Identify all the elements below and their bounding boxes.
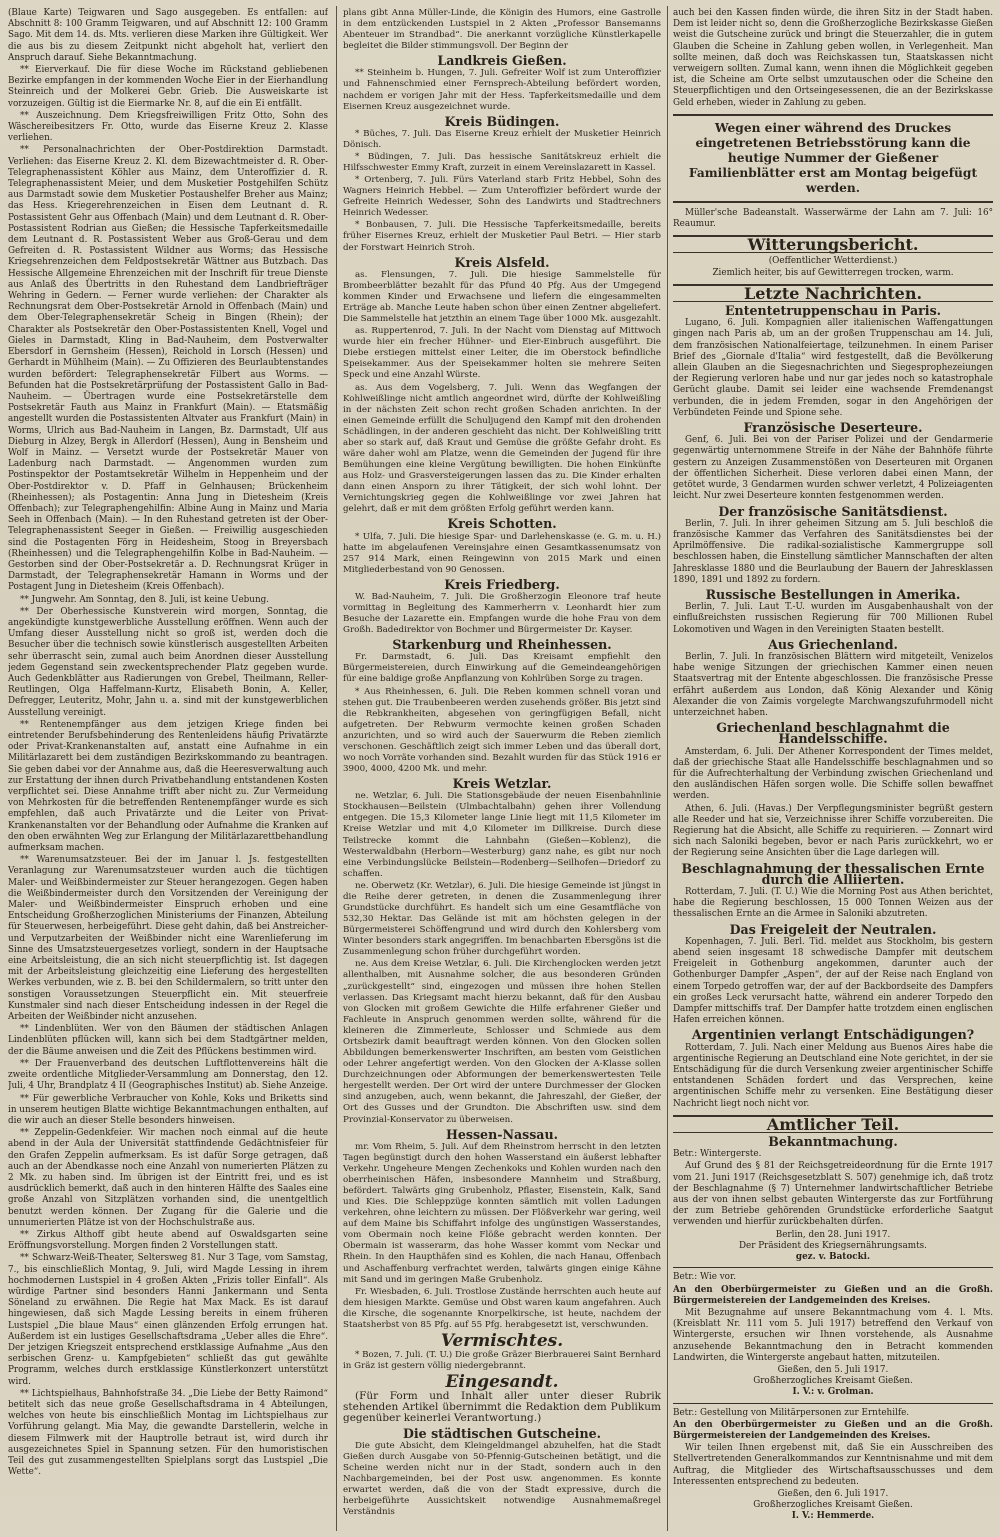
b1-signature: Der Präsident des Kriegsernährungsamts.	[739, 1240, 927, 1251]
article-lichtspielhaus: ** Lichtspielhaus, Bahnhofstraße 34. „Die Liebe der Betty Raimond“ betitelt sich das neue große Gesellschaftsdrama in 4 Abteilungen, welches von heute bis einschließlich Montag im Lichtspielhaus zur Vorführung gelangt. Mia May, die gewandte Darstellerin, welche in diesem Filmwerk mit der Hauptrolle betraut ist, wird durch ihr ausgezeichnetes Spiel in Spannung setzen. Für den humoristischen Teil des gut zusammengestellten Spielplans sorgt das Lustspiel „Die Wette“.	[8, 1388, 328, 1478]
article-ulfa: * Ulfa, 7. Juli. Die hiesige Spar- und Darlehenskasse (e. G. m. u. H.) hatte im abgelaufenen Vereinsjahre einen Gesamtkassenumsatz von 257 914 Mark, einen Reingewinn von 2015 Mark und einen Mitgliederbestand von 90 Genossen.	[343, 531, 661, 575]
b2-betreff: Betr.: Wie vor.	[673, 1272, 737, 1283]
divider	[673, 114, 993, 116]
article-heading: Russische Bestellungen in Amerika.	[705, 586, 961, 602]
article-warenumsatzsteuer: ** Warenumsatzsteuer. Bei der im Januar l. Js. festgestellten Veranlagung zur Warenumsatzsteuer wurden auch die tüchtigen Maler- und Weißbindermeister zur Steuer herangezogen. Gegen haben die Weißbindermeister durch den Vorsitzenden der Vereinigung der Maler- und Weißbindermeister Einspruch erhoben und eine Entscheidung Großherzoglichen Ministeriums der Finanzen, Abteilung für Steuerwesen, herbeigeführt. Diese geht dahin, daß bei Anstreicher- und Verputzarbeiten der Weißbinder nicht eine Warenlieferung im Sinne des Umsatzsteuergesetzes vorliegt, sondern in der Hauptsache eine Arbeitsleistung, die an sich nicht steuerpflichtig ist. Ist dagegen mit der Arbeitsleistung gleichzeitig eine Lieferung des hergestellten Werkes verbunden, wie z. B. bei den Schildermalern, so tritt unter den sonstigen Voraussetzungen Steuerpflicht ein. Mit steuerfreie Kunstmaler sind nach dieser Entscheidung indessen in der Regel die Arbeiten der Weißbinder nicht anzusehen.	[8, 855, 328, 1023]
article-wiesbaden: Fr. Wiesbaden, 6. Juli. Trostlose Zustände herrschten auch heute auf dem hiesigen Markte. Gemüse und Obst waren kaum angefahren. Auch die Kirsche, die sogenannte Knorpelkirsche, ist heute, nachdem der Staatsherbst von 85 Pfg. auf 55 Pfg. herabgesetzt ist, verschwunden.	[343, 1286, 661, 1330]
article-kirchenglocken: ne. Aus dem Kreise Wetzlar, 6. Juli. Die Kirchenglocken werden jetzt allenthalben, mit Ausnahme solcher, die aus besonderen Gründen „zurückgestellt“ sind, eingezogen und müssen ihre hohen Stellen verlassen. Das Kriegsamt macht hierzu bekannt, daß für den Ausbau von Glocken mit großem Gewichte die Hilfe erfahrener Gießer und Fachleute in Anspruch genommen werden sollte, während für die kleineren die Zimmerleute, Schlosser und Schmiede aus dem Ortsbezirk damit beauftragt werden können. Von den Glocken sollen Abbildungen bemerkenswerter Inschriften, am besten vom Geistlichen oder Lehrer angefertigt werden. Von den Glocken der A-Klasse sollen Durchzeichnungen oder Abformungen der bemerkenswertesten Teile hergestellt werden. Der Ort wird der untere Durchmesser der Glocken sind anzugeben, auch, wenn bekannt, die Jahreszahl, der Gießer, der Ort des Gusses und der Grundton. Die Abschriften usw. sind dem Provinzial-Konservator zu überweisen.	[343, 959, 661, 1125]
section-heading: Kreis Büdingen.	[444, 113, 560, 129]
wetter-text: Ziemlich heiter, bis auf Gewitterregen trocken, warm.	[712, 267, 954, 278]
section-heading-wetter: Witterungsbericht.	[673, 235, 993, 253]
b1-text: Auf Grund des § 81 der Reichsgetreideordnung für die Ernte 1917 vom 21. Juni 1917 (Reichsgesetzblatt S. 507) genehmige ich, daß trotz der Beschlagnahme (§ 7) Unternehmer landwirtschaftlicher Betriebe aus der von ihnen selbst gebauten Wintergerste das zur Fortführung der zum Betriebe gehörenden Grundstücke erforderliche Saatgut verwenden und hierfür zurückbehalten dürfen.	[673, 1161, 993, 1228]
column-rule	[336, 6, 337, 1531]
b2-ort: Gießen, den 5. Juli 1917.	[777, 1364, 889, 1375]
section-heading-amtlich: Amtlicher Teil.	[673, 1115, 993, 1133]
article-sanitaetsdienst: Berlin, 7. Juli. In ihrer geheimen Sitzung am 5. Juli beschloß die französische Kammer das Verfahren des Sanitätsdienstes bei der Aprilmöffensive. Die radikal-sozialistische Kammergruppe soll beschlossen haben, die Einstellung sämtlicher Mannschaften der alten Jahresklasse 1880 und die Beurlaubung der Bauern der Jahresklassen 1890, 1891 und 1892 zu fordern.	[673, 518, 993, 585]
section-heading-letzte: Letzte Nachrichten.	[673, 284, 993, 302]
article-lugano: Lugano, 6. Juli. Kompagnien aller italienischen Waffengattungen gingen nach Paris ab, um an der großen Truppenschau am 14. Juli, dem französischen Nationalfeiertage, teilzunehmen. In einem Pariser Brief des „Giornale d'Italia“ wird festgestellt, daß die Bevölkerung allein Glauben an die Siegesnachrichten und Siegesprophezeiungen der Regierung verloren habe und nur gar jedes noch so katastrophale Gerücht glaube. Damit sei leider eine wachsende Fremdenangst verbunden, die in jedem Fremden, sogar in den Angehörigen der Verbündeten Feinde und Spione sehe.	[673, 318, 993, 418]
article-athen: Athen, 6. Juli. (Havas.) Der Verpflegungsminister begrüßt gestern alle Reeder und hat sie, Verzeichnisse ihrer Schiffe vorzubereiten. Die Regierung hat die Absicht, alle Schiffe zu requirieren. — Zonnart wird sich nach Saloniki begeben, bevor er nach Paris zurückkehrt, wo er der Regierung seine Ansichten über die Lage darlegen will.	[673, 803, 993, 859]
article-gutscheine-continued: auch bei den Kassen finden würde, die ihren Sitz in der Stadt haben. Dem ist leider nicht so, denn die Großherzogliche Bezirkskasse Gießen weist die Gutscheine zurück und bringt die Steuerzahler, die in gutem Glauben die Scheine in Zahlung geben wollen, in Verlegenheit. Man sollte meinen, daß doch was Reichskassen tun, Staatskassen nicht verweigern sollten. Zumal kann, wenn ihnen die Möglichkeit gegeben ist, die Scheine am Orte selbst umzutauschen oder die Scheine den Steuerpflichtigen und den Ortseingesessenen, die an der Bezirkskasse Geld erheben, wieder in Zahlung zu geben.	[673, 8, 993, 108]
article-auszeichnung: ** Auszeichnung. Dem Kriegsfreiwilligen Fritz Otto, Sohn des Wäschereibesitzers Fr. Otto, wurde das Eiserne Kreuz 2. Klasse verliehen.	[8, 110, 328, 144]
column-right	[673, 8, 993, 1531]
article-eierverkauf: ** Eierverkauf. Die für diese Woche im Rückstand gebliebenen Bezirke empfangen in der kommenden Woche Eier in der Eierhandlung Steinreich und der Molkerei Gebr. Grieb. Die Ausweiskarte ist vorzuzeigen. Gültig ist die Eiermarke Nr. 8, auf die ein Ei entfällt.	[8, 65, 328, 109]
notice-badeanstalt: Müller'sche Badeanstalt. Wasserwärme der Lahn am 7. Juli: 16° Reaumur.	[673, 207, 993, 230]
article-theater: ** Schwarz-Weiß-Theater, Seltersweg 81. Nur 3 Tage, vom Samstag, 7., bis einschließlich Montag, 9. Juli, wird Magde Lessing in ihrem hochmodernen Lustspiel in 4 großen Akten „Frizis toller Einfall“. Als würdige Partner sind besonders Hanni Jankermann und Senta Söneland zu erwähnen. Die Regie hat Max Mack. Es ist darauf hingewiesen, daß sich Magde Lessing bereits in einem früheren Lustspiel „Die blaue Maus“ einen glänzenden Erfolg errungen hat. Außerdem ist ein lustiges Gesellschaftsdrama „Ueber alles die Ehre“. Der jetzigen Kriegszeit entsprechend erstklassige Aufnahme „Aus den serbischen Grenz- u. Kampfgebieten“ schließt das gut gewählte Programm, welches durch erstklassige Künstlerkonzert unterstützt wird.	[8, 1253, 328, 1387]
article-gutscheine: Die gute Absicht, dem Kleingeldmangel abzuhelfen, hat die Stadt Gießen durch Ausgabe von 50-Pfennig-Gutscheinen betätigt, und die Scheine werden nicht nur in der Stadt, sondern auch in den Nachbargemeinden, bei der Post usw. angenommen. Es konnte erwartet werden, daß die von der Stadt expressive, durch die herbeigeführte Aussichtskeit notwendige Ausnahmemaßregel Verständnis	[343, 1440, 661, 1518]
article-bonbausen: * Bonbausen, 7. Juli. Die Hessische Tapferkeitsmedaille, bereits früher Eisernes Kreuz, erhielt der Musketier Paul Betri. — Hier starb der Forstwart Heinrich Stroh.	[343, 220, 661, 253]
column-rule	[667, 6, 668, 1531]
article-bad-nauheim: W. Bad-Nauheim, 7. Juli. Die Großherzogin Eleonore traf heute vormittag in Begleitung des Kammerherrn v. Leonhardt hier zum Besuche der Lazarette ein. Empfangen wurde die hohe Frau von dem Großh. Badedirektor von Bochmer und Bürgermeister Dr. Kayser.	[343, 591, 661, 636]
article-teigwaren: (Blaue Karte) Teigwaren und Sago ausgegeben. Es entfallen: auf Abschnitt 8: 100 Gramm Teigwaren, und auf Abschnitt 12: 100 Gramm Sago. Mit dem 14. ds. Mts. verlieren diese Marken ihre Gültigkeit. Wer die aus bis zu diesem Zeitpunkt nicht abgeholt hat, verliert den Anspruch darauf. Siehe Bekanntmachung.	[8, 8, 328, 63]
article-lindenblueten: ** Lindenblüten. Wer von den Bäumen der städtischen Anlagen Lindenblüten pflücken will, kann sich bei dem Stadtgärtner melden, der die Bäume anweisen und die Zeit des Pflückens bestimmen wird.	[8, 1024, 328, 1057]
b2-signature: Großherzogliches Kreisamt Gießen.	[753, 1376, 913, 1387]
section-heading: Kreis Alsfeld.	[454, 254, 550, 270]
article-heading: Das Freigeleit der Neutralen.	[729, 921, 937, 937]
article-rentenempfaenger: ** Rentenempfänger aus dem jetzigen Kriege finden bei eintretender Berufsbehinderung des Rentenleidens häufig Privatärzte oder Privat-Krankenanstalten auf, anstatt eine Aufnahme in ein Militärlazarett bei dem zuständigen Bezirkskommando zu beantragen. Sie geben dabei vor der Annahme aus, daß die Heeresverwaltung auch zur Erstattung der ihnen durch Privatbehandlung entstandenen Kosten verpflichtet sei. Diese Annahme trifft aber nicht zu. Zur Vermeidung von Mehrkosten für die betreffenden Rentenempfänger wurde es sich empfehlen, daß auch Privatärzte und die Leiter von Privat-Krankenanstalten vor der Behandlung oder Aufnahme die Kranken auf den oben erwähnten Weg zur Erlangung der Militärlazarettbehandlung aufmerksam machen.	[8, 719, 328, 854]
column-left	[8, 8, 328, 1531]
article-kohle: ** Für gewerbliche Verbraucher von Kohle, Koks und Briketts sind in unserem heutigen Blatte wichtige Bekanntmachungen enthalten, auf die wir auch an dieser Stelle besonders hinweisen.	[8, 1093, 328, 1126]
article-rotterdam-ernte: Rotterdam, 7. Juli. (T. U.) Wie die Morning Post aus Athen berichtet, habe die Regierung beschlossen, 15 000 Tonnen Weizen aus der thessalischen Ernte an die Armee in Saloniki abzutreten.	[673, 887, 993, 920]
b3-betreff: Betr.: Gestellung von Militärpersonen zur Erntehilfe.	[673, 1407, 910, 1418]
article-ruppertenrod: as. Ruppertenrod, 7. Juli. In der Nacht vom Dienstag auf Mittwoch wurde hier ein frecher Hühner- und Eier-Einbruch ausgeführt. Die Diebe erstiegen mittelst einer Leiter, die im Oberstock befindliche Speisekammer. Aus der Speisekammer holten sie mehrere Seiten Speck und eine Anzahl Würste.	[343, 326, 661, 381]
b3-ort: Gießen, den 6. Juli 1917.	[777, 1488, 889, 1499]
divider	[673, 1267, 993, 1268]
b3-text: Wir teilen Ihnen ergebenst mit, daß Sie ein Ausschreiben des Stellvertretenden Generalkommandos zur Kenntnisnahme und mit dem Auftrag, die Mitglieder des Wirtschaftsausschusses und dem Interessenten entsprechend zu bedeuten.	[673, 1443, 993, 1487]
column-middle	[343, 8, 661, 1531]
disclaimer: (Für Form und Inhalt aller unter dieser Rubrik stehenden Artikel übernimmt die Redaktion dem Publikum gegenüber keinerlei Verantwortung.)	[343, 1390, 661, 1425]
article-ortenberg: * Ortenberg, 7. Juli. Fürs Vaterland starb Fritz Hebbel, Sohn des Wagners Heinrich Hebbel. — Zum Unteroffizier befördert wurde der Gefreite Heinrich Wedesser, Sohn des Landwirts und Stadtrechners Heinrich Wedesser.	[343, 175, 661, 219]
article-buedingen: * Büdingen, 7. Juli. Das hessische Sanitätskreuz erhielt die Hilfsschwester Emmy Kraft, zurzeit in einem Vereinslazarett in Kassel.	[343, 151, 661, 174]
article-rheinhessen: * Aus Rheinhessen, 6. Juli. Die Reben kommen schnell voran und stehen gut. Die Traubenbeeren werden zusehends größer. Bis jetzt sind die Rebkrankheiten, abgesehen von geringfügigen Befall, nicht aufgetreten. Der Rebwurm vermochte keinen großen Schaden anzurichten, und so wird auch der Sauerwurm die Reben ziemlich verschonen. Geschäftlich zeigt sich immer Leben und das überall dort, wo noch Vorräte vorhanden sind. Bezahlt wurden für das Stück 1916 er 3900, 4000, 4200 Mk. und mehr.	[343, 686, 661, 775]
article-heading: Die städtischen Gutscheine.	[402, 1425, 602, 1441]
section-heading: Kreis Friedberg.	[444, 576, 560, 592]
article-rhein: mr. Vom Rheim, 5. Juli. Auf dem Rheinstrom herrscht in den letzten Tagen begünstigt durch den hohen Wasserstand ein äußerst lebhafter Verkehr. Ungeheure Mengen Zechenkoks und Kohlen wurden nach den oberrheinischen Häfen, insbesondere Mannheim und Straßburg, befördert. Talwärts ging Grubenholz, Pflaster, Eisenstein, Kalk, Sand und Kies. Die Schleppzüge konnten sämtlich mit vollen Ladungen verkehren, ohne leichtern zu müssen. Der Flößverkehr war gering, weil auf dem Maine bis Schiffahrt infolge des ungünstigen Wasserstandes, vom Obermain noch keine Flöße gebracht werden konnten. Der Obermain ist wasserarm, das hohe Wasser kommt vom Neckar und Rhein. In den Haupthäfen sind es Kohlen, die nach Hanau, Offenbach und Aschaffenburg verfrachtet werden, talwärts gingen einige Kähne mit Sand und im geringen Maße Grubenholz.	[343, 1141, 661, 1285]
b3-addressee: An den Oberbürgermeister zu Gießen und an die Großh. Bürgermeistereien der Landgemeinden des Kreises.	[673, 1419, 993, 1441]
article-amsterdam: Amsterdam, 6. Juli. Der Athener Korrespondent der Times meldet, daß der griechische Staat alle Handelsschiffe beschlagnahmen und so für die Aufrechterhaltung der Verbindung zwischen Griechenland und den ausländischen Häfen sorgen wolle. Die Schiffe sollen bewaffnet werden.	[673, 746, 993, 802]
divider	[673, 1403, 993, 1404]
wetter-subtitle: (Oeffentlicher Wetterdienst.)	[768, 256, 898, 267]
section-heading: Landkreis Gießen.	[437, 53, 567, 69]
article-steinheim: ** Steinheim b. Hungen, 7. Juli. Gefreiter Wolf ist zum Unteroffizier und Fahnenschmied einer Fernsprech-Abteilung befördert worden, nachdem er vorigen Jahr mit der Hess. Tapferkeitsmedaille und dem Eisernen Kreuz ausgezeichnet wurde.	[343, 68, 661, 112]
article-heading: Griechenland beschlagnahmt die Handelsschiffe.	[716, 720, 950, 747]
b3-signature: Großherzogliches Kreisamt Gießen.	[753, 1500, 913, 1511]
notice-betriebsstoerung: Wegen einer während des Druckes eingetretenen Betriebsstörung kann die heutige Nummer der Gießener Familienblätter erst am Montag beigefügt werden.	[688, 120, 978, 195]
article-kopenhagen: Kopenhagen, 7. Juli. Berl. Tid. meldet aus Stockholm, bis gestern abend seien insgesamt 18 schwedische Dampfer mit deutschem Freigeleit in Gothenburg angekommen, darunter auch der Gothenburger Dampfer „Aspen“, der auf der Reise nach England von einem Torpedo getroffen war, der auf der Backbordseite des Dampfers ein großes Leck verursacht hatte, während ein anderer Torpedo den Dampfer mittschiffs traf. Der Dampfer hatte trotzdem einen englischen Hafen erreichen können.	[673, 936, 993, 1026]
section-heading-eingesandt: Eingesandt.	[445, 1372, 559, 1393]
divider	[673, 201, 993, 203]
article-jungwehr: ** Jungwehr. Am Sonntag, den 8. Juli, ist keine Uebung.	[20, 594, 270, 605]
b2-text: Mit Bezugnahme auf unsere Bekanntmachung vom 4. l. Mts. (Kreisblatt Nr. 111 vom 5. Juli 1917) betreffend den Verkauf von Wintergerste, ersuchen wir Ihnen vorstehende, als Ausnahme anzusehende Bekanntmachung den in Betracht kommenden Landwirten, die Wintergerste angebaut hatten, mitzuteilen.	[673, 1307, 993, 1363]
article-genf: Genf, 6. Juli. Bei von der Pariser Polizei und der Gendarmerie gegenwärtig unternommene Streife in der Nähe der Bahnhöfe führte gestern zu Anzeigen Zusammenstößen von Deserteuren mit Organen der öffentlichen Sicherheit. Diese verloren dabei einen Mann, der getötet wurde, 3 Gendarmen wurden schwer verletzt, 4 Polizeiagenten leicht. Nur zwei Deserteure konnten festgenommen werden.	[673, 435, 993, 502]
b1-betreff: Betr.: Wintergerste.	[673, 1149, 762, 1160]
article-bozen: * Bozen, 7. Juli. (T. U.) Die große Gräzer Bierbrauerei Saint Bernhard in Gräz ist gestern völlig niedergebrannt.	[343, 1350, 661, 1372]
article-flensungen: as. Flensungen, 7. Juli. Die hiesige Sammelstelle für Brombeerblätter bezahlt für das Pfund 40 Pfg. Aus der Umgegend kommen Kinder und Erwachsene und liefern die eingesammelten Erträge ab. Manche Leute haben schon über einen Zentner abgeliefert. Die Sammelstelle hat jetzthin an einem Tage über 1000 Mk. ausgezahlt.	[343, 269, 661, 325]
section-heading: Kreis Wetzlar.	[452, 776, 552, 792]
b3-signature-name: I. V.: Hemmerde.	[791, 1511, 875, 1522]
article-kunstverein: ** Der Oberhessische Kunstverein wird morgen, Sonntag, die angekündigte kunstgewerbliche Ausstellung eröffnen. Wenn auch der Umfang dieser Ausstellung nicht so groß ist, werden doch die Besucher über die technisch sowie künstlerisch ausgestellten Arbeiten sehr überrascht sein, zumal auch beim Anordnen dieser Ausstellung jedem Gegenstand sein zweckentsprechender Platz gegeben wurde. Auch Gedenkblätter aus Radierungen von Grebel, Theilmann, Reller-Reutlingen, Olga Haffelmann-Kurtz, Elisabeth Bonin, A. Keller, Defregger, Leuteritz, Mohr, Jahn u. a. sind mit der kunstgewerblichen Ausstellung vereinigt.	[8, 606, 328, 718]
article-heading: Der französische Sanitätsdienst.	[718, 503, 948, 519]
article-griechenland: Berlin, 7. Juli. In französischen Blättern wird mitgeteilt, Venizelos habe wenige Sitzungen der griechischen Kammer einen neuen Staatsvertrag mit der Entente abgeschlossen. Die französische Presse erfährt außerdem aus London, daß König Alexander und König Alexander die von Zaimis vorgelegte Marchwangszufuhrmodell nicht unterzeichnet haben.	[673, 651, 993, 718]
bekanntmachung-heading: Bekanntmachung.	[768, 1134, 898, 1150]
article-personalnachrichten: ** Personalnachrichten der Ober-Postdirektion Darmstadt. Verliehen: das Eiserne Kreuz 2. Kl. dem Bizewachtmeister d. R. Ober-Telegraphenassistent Köhler aus Mainz, dem Unteroffizier d. R. Telegraphenassistent Meier, und dem Musketier Postgehilfen Schütz aus Darmstadt sowie dem Musketier Postaushelfer Breher aus Mainz; das Hess. Kriegerehrenzeichen in Eisen dem Leutnant d. R. Postassistent Gehr aus Offenbach (Main) und dem Leutnant d. R. Ober-Postassistent Rodrian aus Gießen; die Hessische Tapferkeitsmedaille dem Leutnant d. R. Postassistent Weber aus Groß-Gerau und dem Gefreiten d. R. Postassistent Wildner aus Worms; das Hessische Kriegsehrenzeichen dem Feldpostsekretär Wättner aus Butzbach. Das Hessische Allgemeine Ehrenzeichen mit der Inschrift für treue Dienste aus Anlaß des Übertritts in den Ruhestand dem Landbriefträger Wehring in Gedern. — Ferner wurde verliehen: der Charakter als Rechnungsrat dem Ober-Postsekretär Arnold in Offenbach (Main) und dem Ober-Telegraphensekretär Scheig in Bingen (Rhein); der Charakter als Postsekretär den Ober-Postassistenten Knell, Vogel und Gieles in Darmstadt, Kling in Bad-Nauheim, dem Postverwalter Ebersdorf in Gernsheim (Hessen), Reichold in Lorsch (Hessen) und Gerhardt in Mühlheim (Main). — Zu Offizieren des Beurlaubtenstandes wurden befördert: Telegraphensekretär Filbert aus Worms. — Befunden hat die Postsekretärprüfung der Postassistent Gallo in Bad-Nauheim. — Übertragen wurde eine Postsekretärstelle dem Postsekretär Fauth aus Mainz in Frankfurt (Main). — Etatsmäßig angestellt wurden die Postassistenten Altvater aus Frankfurt (Main) in Worms, Ulrich aus Bad-Nauheim in Langen, Bz. Darmstadt, Ulf aus Dieburg in Alzey, Bergk in Allerdorf (Hessen), Aung in Bensheim und Wolf in Mainz. — Versetzt wurde der Postsekretär Mauer von Ladenburg nach Darmstadt. — Angenommen wurden zum Postinspektor der Postamtsekretär Wilhelm in Heppenheim und der Ober-Postdirektor v. D. Pfaff in Gelnhausen; Brückenheim (Rheinhessen); als Postagentin: Anna Jung in Dietesheim (Kreis Offenbach); zur Telegraphengehilfin: Albine Aung in Mainz und Maria Seeh in Offenbach (Main). — In den Ruhestand getreten ist der Ober-Telegraphenassistent Seeger in Gießen. — Freiwillig ausgeschieden sind die Postagenten Förg in Heidesheim, Stoog in Breyersbach (Rheinhessen) und die Telegraphengehilfin Kolbe in Bad-Nauheim. — Gestorben sind der Ober-Postsekretär a. D. Rechnungsrat Krüger in Darmstadt, der Telegraphensekretär Hamann in Worms und der Postagent Jung in Dietesheim (Kreis Offenbach).	[8, 145, 328, 593]
b2-addressee: An den Oberbürgermeister zu Gießen und an die Großh. Bürgermeistereien der Landgemeinden des Kreises.	[673, 1284, 993, 1306]
article-heading: Beschlagnahmung der thessalischen Ernte durch die Alliierten.	[681, 860, 985, 887]
article-heading: Ententetruppenschau in Paris.	[724, 303, 942, 319]
article-zeppelin: ** Zeppelin-Gedenkfeier. Wir machen noch einmal auf die heute abend in der Aula der Universität stattfindende Gedächtnisfeier für den Grafen Zeppelin aufmerksam. Es ist dafür Sorge getragen, daß auch an der Abendkasse noch eine Anzahl von numerierten Plätzen zu 2 Mk. zu haben sind. Im übrigen ist der Eintritt frei, und es ist ausdrücklich bemerkt, daß auch in den hinteren Hälfte des Saales eine große Anzahl von Sitzplätzen vorhanden sind, die unentgeltlich benutzt werden können. Der Zugang für die Galerie und die unnumerierten Plätze ist von der Hochschulstraße aus.	[8, 1128, 328, 1228]
article-continued: plans gibt Anna Müller-Linde, die Königin des Humors, eine Gastrolle in dem entzückenden Lustspiel in 2 Akten „Professor Bansemanns Abenteuer im Strandbad“. Die anerkannt vorzügliche Künstlerkapelle begleitet die Bilder stimmungsvoll. Der Beginn der	[343, 8, 661, 52]
section-heading-vermischtes: Vermischtes.	[440, 1330, 564, 1351]
article-vogelsberg: as. Aus dem Vogelsberg, 7. Juli. Wenn das Wegfangen der Kohlweißlinge nicht amtlich angeordnet wird, dürfte der Kohlweißling in der nächsten Zeit schon recht großen Schaden anrichten. In der einen Gemeinde erfüllt die Schuljugend den Kampf mit den drohenden Schädlingen, in der anderen geschieht das nicht. Der Kohlweißling tritt aber so stark auf, daß Kraut und Gemüse die größte Gefahr droht. Es wäre daher wohl am Platze, wenn die Gemeinden der Jugend für ihre Bemühungen eine kleine Vergütung bewilligten. Die hohen Einkünfte aus Holz- und Grasversteigerungen lassen das zu. Die Kinder erhalten dann einen Ansporn zu ihrer Tätigkeit, der sich wohl lohnt. Der Vernichtungskrieg gegen die Kohlweißlinge vor zwei Jahren hat gelehrt, daß er mit dem größten Erfolg geführt werden kann.	[343, 382, 661, 515]
article-frauenverband: ** Der Frauenverband des deutschen Luftflottenvereins hält die zweite ordentliche Mitglieder-Versammlung am Donnerstag, den 12. Juli, 4 Uhr, Brandplatz 4 II (Geographisches Institut) ab. Siehe Anzeige.	[8, 1058, 328, 1092]
section-heading: Starkenburg und Rheinhessen.	[392, 637, 612, 653]
article-zirkus: ** Zirkus Althoff gibt heute abend auf Oswaldsgarten seine Eröffnungsvorstellung. Morgen finden 2 Vorstellungen statt.	[8, 1229, 328, 1252]
article-heading: Argentinien verlangt Entschädigungen?	[691, 1027, 975, 1043]
b1-signature-name: gez. v. Batocki.	[795, 1252, 871, 1263]
section-heading: Hessen-Nassau.	[445, 1126, 559, 1142]
b2-signature-name: I. V.: v. Grolman.	[792, 1387, 874, 1398]
b1-ort: Berlin, den 28. Juni 1917.	[775, 1229, 891, 1240]
article-oberwetz: ne. Oberwetz (Kr. Wetzlar), 6. Juli. Die hiesige Gemeinde ist jüngst in die Reihe derer getreten, in denen die Zusammenlegung ihrer Grundstücke durchführt. Es handelt sich um eine Gesamtfläche von 532,30 Hektar. Das Gelände ist mit am höchsten gelegen in der Bürgermeisterei Schöffengrund und wird durch den Kohlersberg vom Winter besonders stark angegriffen. Im benachbarten Ebersgöns ist die Zusammenlegung schon früher durchgeführt worden.	[343, 880, 661, 958]
article-argentinien: Rotterdam, 7. Juli. Nach einer Meldung aus Buenos Aires habe die argentinische Regierung an Deutschland eine Note gerichtet, in der sie Entschädigung für die durch Versenkung zweier argentinischer Schiffe entstandenen Schäden fordert und das Versprechen, keine argentinischen Schiffe mehr zu versenken. Eine Bestätigung dieser Nachricht liegt noch nicht vor.	[673, 1042, 993, 1109]
article-heading: Aus Griechenland.	[768, 636, 898, 652]
article-buches: * Büches, 7. Juli. Das Eiserne Kreuz erhielt der Musketier Heinrich Dönisch.	[343, 128, 661, 150]
article-wetzlar: ne. Wetzlar, 6. Juli. Die Stationsgebäude der neuen Eisenbahnlinie Stockhausen—Beilstein (Ulmbachtalbahn) gehen ihrer Vollendung entgegen. Die 15,3 Kilometer lange Linie liegt mit 11,5 Kilometer im Kreise Wetzlar und mit 4,0 Kilometer im Dillkreise. Durch diese Teilstrecke kommt die Lahnbahn (Gießen—Koblenz), die Westerwaldbahn (Herborn—Westerburg) ganz nahe, es gibt nur noch eine Verbindungslücke Beilstein—Rodenberg—Seilhofen—Driedorf zu schaffen.	[343, 791, 661, 879]
section-heading: Kreis Schotten.	[447, 516, 557, 532]
article-darmstadt: Fr. Darmstadt, 6. Juli. Das Kreisamt empfiehlt den Bürgermeistereien, durch Einwirkung auf die Gemeindeangehörigen für eine baldige große Anpflanzung von Kohlrüben Sorge zu tragen.	[343, 652, 661, 685]
article-amerika: Berlin, 7. Juli. Laut T.-U. wurden im Ausgabenhaushalt von der einflußreichsten russischen Regierung für 700 Millionen Rubel Lokomotiven und Wagen in den Vereinigten Staaten bestellt.	[673, 602, 993, 635]
article-heading: Französische Deserteure.	[743, 420, 923, 436]
